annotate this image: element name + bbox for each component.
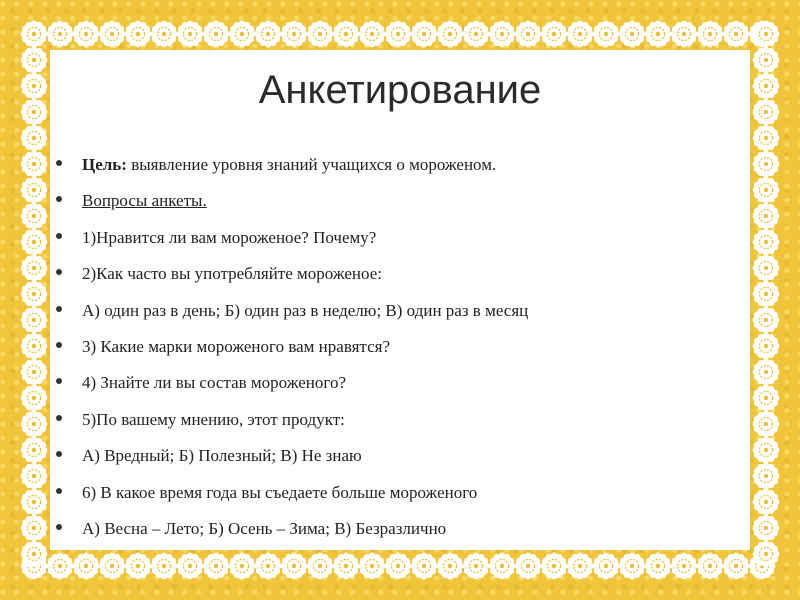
lace-flower-icon xyxy=(593,553,620,580)
lace-flower-icon xyxy=(203,21,230,48)
lace-flower-icon xyxy=(21,281,48,308)
lace-flower-icon xyxy=(73,553,100,580)
lace-flower-icon xyxy=(21,515,48,542)
bullet-questions-heading xyxy=(56,190,528,226)
lace-flower-icon xyxy=(73,21,100,48)
lace-flower-icon xyxy=(151,21,178,48)
lace-flower-icon xyxy=(463,21,490,48)
lace-flower-icon xyxy=(21,437,48,464)
bullet-item xyxy=(56,300,528,336)
bullet-dot-icon xyxy=(56,233,62,239)
goal-text: выявление уровня знаний учащихся о мороженом. xyxy=(126,155,497,174)
lace-flower-icon xyxy=(671,21,698,48)
lace-flower-icon xyxy=(593,21,620,48)
bullet-goal xyxy=(56,154,528,190)
lace-flower-icon xyxy=(753,21,780,48)
lace-flower-icon xyxy=(177,553,204,580)
bullet-text: 5)По вашему мнению, этот продукт: xyxy=(82,409,345,429)
lace-flower-icon xyxy=(567,21,594,48)
lace-flower-icon xyxy=(21,541,48,568)
lace-flower-icon xyxy=(21,359,48,386)
lace-flower-icon xyxy=(515,553,542,580)
bullet-list xyxy=(56,154,528,554)
lace-flower-icon xyxy=(99,21,126,48)
bullet-item xyxy=(56,445,528,481)
slide-title: Анкетирование xyxy=(258,68,542,112)
bullet-text: А) один раз в день; Б) один раз в неделю; В) один раз в месяц xyxy=(82,300,529,320)
lace-flower-icon xyxy=(753,151,780,178)
lace-border-right xyxy=(746,14,786,586)
lace-flower-icon xyxy=(437,21,464,48)
lace-flower-icon xyxy=(753,437,780,464)
bullet-text: 6) В какое время года вы съедаете больше мороженого xyxy=(82,482,478,502)
lace-flower-icon xyxy=(671,553,698,580)
lace-flower-icon xyxy=(21,385,48,412)
lace-flower-icon xyxy=(125,21,152,48)
lace-flower-icon xyxy=(753,307,780,334)
lace-flower-icon xyxy=(567,553,594,580)
bullet-dot-icon xyxy=(56,342,62,348)
bullet-dot-icon xyxy=(56,269,62,275)
lace-flower-icon xyxy=(385,21,412,48)
lace-flower-icon xyxy=(229,21,256,48)
bullet-dot-icon xyxy=(56,196,62,202)
lace-flower-icon xyxy=(541,553,568,580)
lace-flower-icon xyxy=(515,21,542,48)
lace-border-left xyxy=(14,14,54,586)
lace-flower-icon xyxy=(753,47,780,74)
lace-flower-icon xyxy=(411,553,438,580)
bullet-dot-icon xyxy=(56,451,62,457)
bullet-text: 1)Нравится ли вам мороженое? Почему? xyxy=(82,227,377,247)
lace-flower-icon xyxy=(307,21,334,48)
goal-label: Цель: xyxy=(82,155,127,174)
lace-flower-icon xyxy=(645,553,672,580)
bullet-item xyxy=(56,336,528,372)
lace-flower-icon xyxy=(385,553,412,580)
lace-flower-icon xyxy=(753,411,780,438)
lace-flower-icon xyxy=(753,333,780,360)
lace-flower-icon xyxy=(359,21,386,48)
slide-content xyxy=(50,50,750,550)
bullet-text: 3) Какие марки мороженого вам нравятся? xyxy=(82,336,390,356)
lace-flower-icon xyxy=(229,553,256,580)
lace-flower-icon xyxy=(21,73,48,100)
bullet-item xyxy=(56,482,528,518)
lace-flower-icon xyxy=(21,489,48,516)
bullet-text: 2)Как часто вы употребляйте мороженое: xyxy=(82,264,383,284)
lace-flower-icon xyxy=(489,553,516,580)
slide-frame xyxy=(14,14,786,586)
lace-flower-icon xyxy=(99,553,126,580)
lace-flower-icon xyxy=(437,553,464,580)
lace-flower-icon xyxy=(619,553,646,580)
lace-flower-icon xyxy=(21,125,48,152)
bullet-dot-icon xyxy=(56,488,62,494)
lace-flower-icon xyxy=(753,359,780,386)
lace-flower-icon xyxy=(463,553,490,580)
lace-flower-icon xyxy=(21,203,48,230)
lace-flower-icon xyxy=(697,21,724,48)
bullet-dot-icon xyxy=(56,524,62,530)
bullet-item xyxy=(56,372,528,408)
lace-flower-icon xyxy=(21,333,48,360)
lace-flower-icon xyxy=(333,553,360,580)
lace-flower-icon xyxy=(753,515,780,542)
lace-flower-icon xyxy=(753,73,780,100)
bullet-dot-icon xyxy=(56,160,62,166)
lace-flower-icon xyxy=(21,47,48,74)
lace-flower-icon xyxy=(281,553,308,580)
lace-flower-icon xyxy=(21,255,48,282)
lace-flower-icon xyxy=(753,489,780,516)
lace-flower-icon xyxy=(177,21,204,48)
lace-flower-icon xyxy=(21,151,48,178)
lace-flower-icon xyxy=(541,21,568,48)
lace-flower-icon xyxy=(21,21,48,48)
lace-flower-icon xyxy=(203,553,230,580)
lace-flower-icon xyxy=(333,21,360,48)
bullet-item xyxy=(56,227,528,263)
bullet-dot-icon xyxy=(56,415,62,421)
lace-flower-icon xyxy=(753,177,780,204)
lace-border-top xyxy=(14,14,786,54)
lace-flower-icon xyxy=(151,553,178,580)
lace-flower-icon xyxy=(753,541,780,568)
lace-flower-icon xyxy=(753,203,780,230)
lace-flower-icon xyxy=(281,21,308,48)
lace-flower-icon xyxy=(753,99,780,126)
lace-flower-icon xyxy=(21,229,48,256)
lace-flower-icon xyxy=(753,281,780,308)
lace-flower-icon xyxy=(21,411,48,438)
lace-flower-icon xyxy=(21,177,48,204)
lace-flower-icon xyxy=(21,463,48,490)
lace-flower-icon xyxy=(21,99,48,126)
lace-flower-icon xyxy=(753,229,780,256)
lace-flower-icon xyxy=(753,463,780,490)
bullet-text: А) Вредный; Б) Полезный; В) Не знаю xyxy=(82,446,362,466)
lace-flower-icon xyxy=(255,21,282,48)
lace-flower-icon xyxy=(411,21,438,48)
bullet-item xyxy=(56,263,528,299)
bullet-item xyxy=(56,409,528,445)
lace-flower-icon xyxy=(21,307,48,334)
bullet-dot-icon xyxy=(56,306,62,312)
lace-flower-icon xyxy=(753,125,780,152)
lace-flower-icon xyxy=(619,21,646,48)
bullet-item xyxy=(56,518,528,554)
lace-flower-icon xyxy=(753,255,780,282)
lace-flower-icon xyxy=(307,553,334,580)
lace-flower-icon xyxy=(645,21,672,48)
lace-flower-icon xyxy=(255,553,282,580)
bullet-text: А) Весна – Лето; Б) Осень – Зима; В) Безразлично xyxy=(82,518,447,538)
lace-flower-icon xyxy=(489,21,516,48)
lace-flower-icon xyxy=(697,553,724,580)
questions-heading: Вопросы анкеты. xyxy=(82,191,207,211)
lace-flower-icon xyxy=(125,553,152,580)
bullet-dot-icon xyxy=(56,378,62,384)
lace-flower-icon xyxy=(753,385,780,412)
bullet-text: 4) Знайте ли вы состав мороженого? xyxy=(82,373,346,393)
lace-flower-icon xyxy=(359,553,386,580)
